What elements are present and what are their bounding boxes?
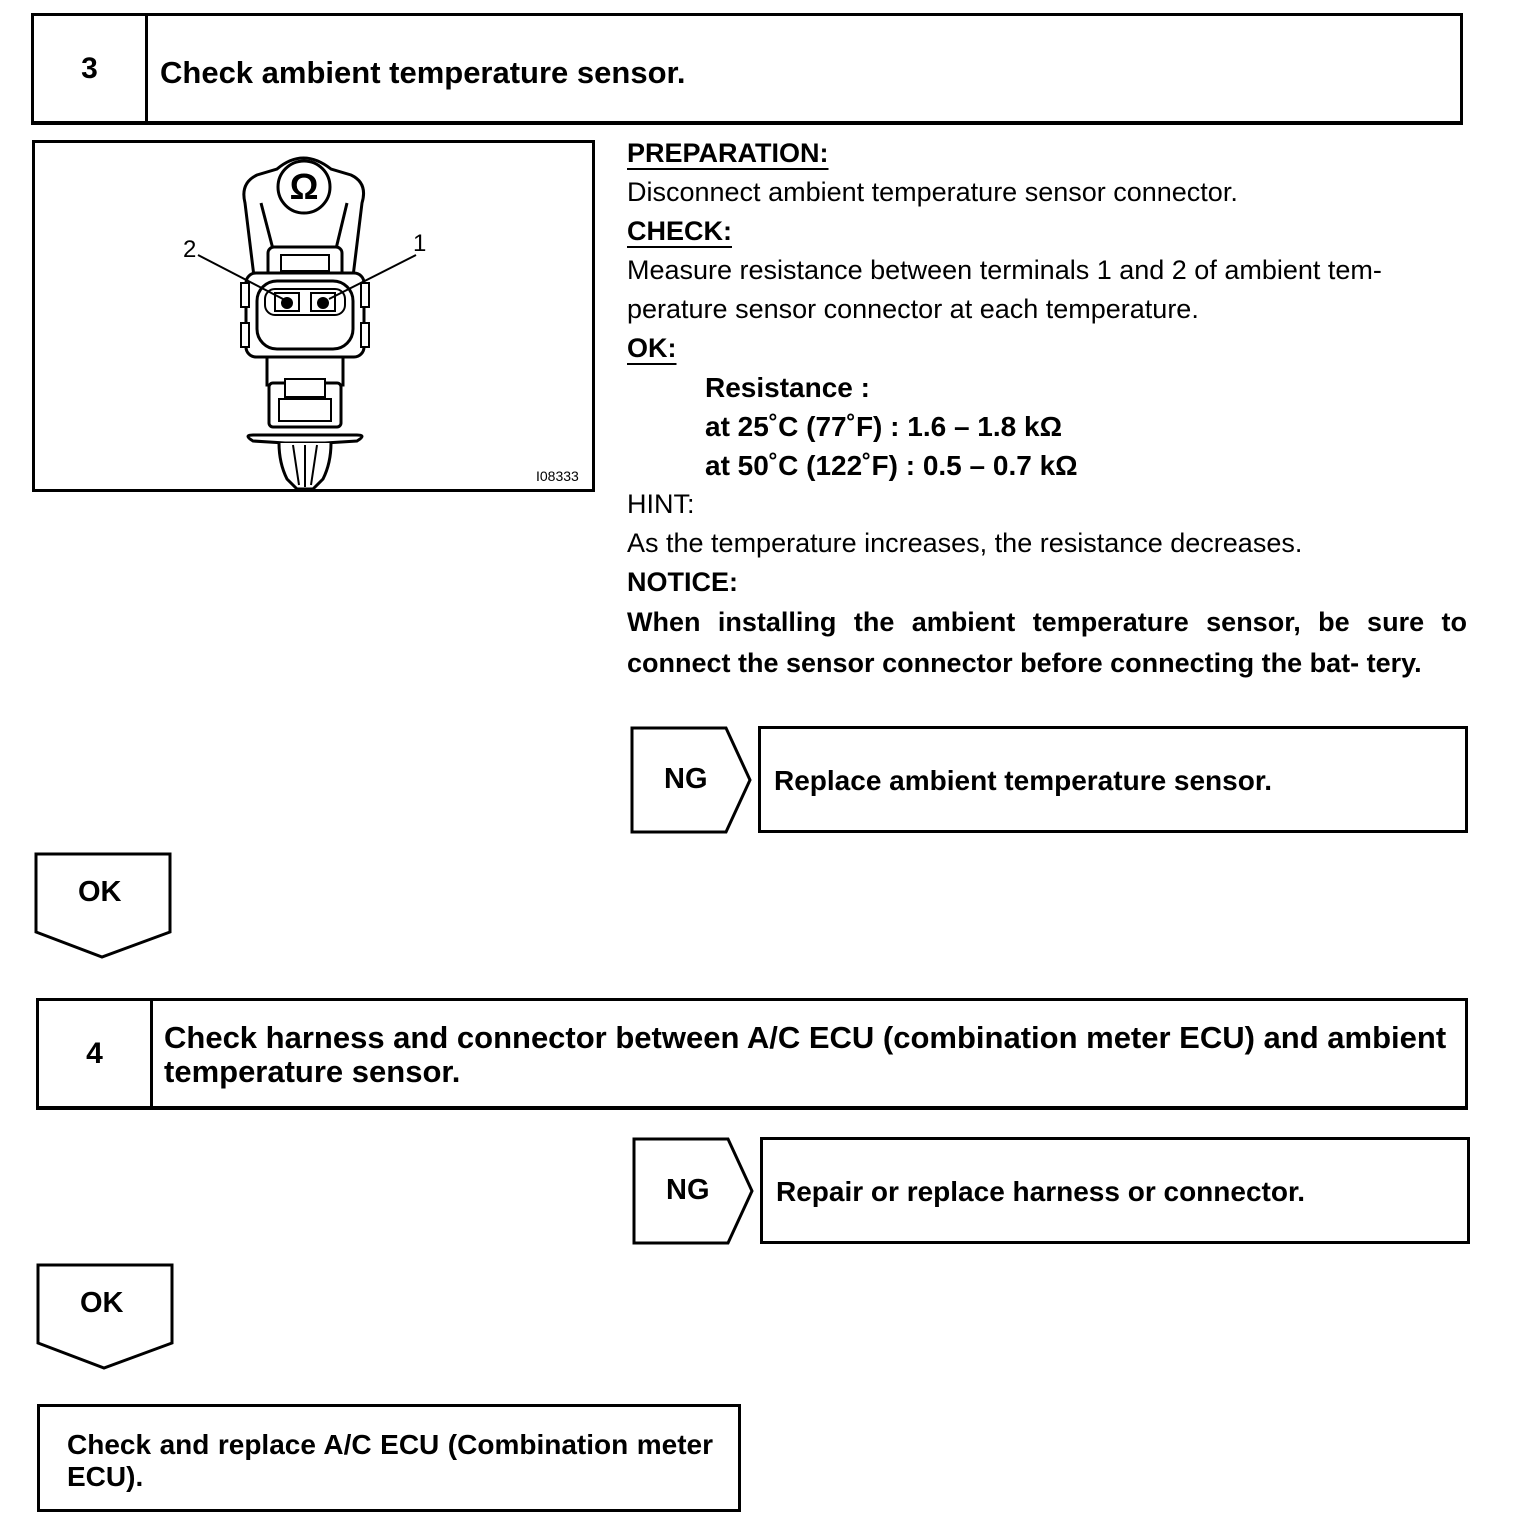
final-action-box — [37, 1404, 741, 1512]
final-action-text: Check and replace A/C ECU (Combination meter ECU). — [67, 1429, 713, 1492]
ok-label-2: OK — [80, 1287, 124, 1319]
terminal-1-label: 1 — [413, 230, 427, 257]
check-text-line-1: Measure resistance between terminals 1 and 2 of ambient tem- — [627, 255, 1382, 285]
ok-label-1: OK — [78, 876, 122, 908]
resistance-at-25c: at 25˚C (77˚F) : 1.6 – 1.8 kΩ — [705, 411, 1063, 442]
ok-branch-1 — [34, 852, 174, 960]
step-3-number-cell — [34, 16, 148, 121]
notice-heading: NOTICE: — [627, 567, 738, 597]
ohm-symbol: Ω — [289, 166, 319, 207]
ng-action-2: Repair or replace harness or connector. — [776, 1176, 1306, 1207]
connector-illustration — [35, 143, 592, 489]
figure-id: I08333 — [536, 468, 579, 484]
ok-branch-2 — [36, 1263, 176, 1371]
step-3-number: 3 — [81, 51, 98, 85]
ng-action-box-1 — [758, 726, 1468, 833]
terminal-2-label: 2 — [183, 236, 197, 263]
ng-label-1: NG — [664, 763, 708, 795]
resistance-label: Resistance : — [705, 372, 870, 403]
hint-text: As the temperature increases, the resistance decreases. — [627, 528, 1303, 558]
preparation-heading: PREPARATION: — [627, 138, 829, 168]
ng-action-box-2 — [760, 1137, 1470, 1244]
notice-text: When installing the ambient temperature sensor, be sure to connect the sensor connector before connecting the bat- tery. — [627, 607, 1467, 678]
check-text-line-2: perature sensor connector at each temperature. — [627, 294, 1199, 324]
ng-action-1: Replace ambient temperature sensor. — [774, 765, 1272, 796]
preparation-text: Disconnect ambient temperature sensor connector. — [627, 177, 1238, 207]
step-4-title: Check harness and connector between A/C ECU (combination meter ECU) and ambient temperature sensor. — [164, 1020, 1447, 1089]
ng-branch-2 — [632, 1136, 1472, 1246]
sensor-connector-figure — [32, 140, 595, 492]
ng-branch-1 — [630, 725, 1470, 835]
ng-label-2: NG — [666, 1174, 710, 1206]
ohmmeter-icon — [278, 161, 330, 213]
step-3-header — [31, 13, 1463, 125]
step-4-number: 4 — [86, 1036, 103, 1070]
step-4-number-cell — [39, 1001, 153, 1106]
ok-heading: OK: — [627, 333, 677, 363]
step-4-header — [36, 998, 1468, 1110]
procedure-text — [627, 134, 1469, 684]
check-heading: CHECK: — [627, 216, 732, 246]
resistance-at-50c: at 50˚C (122˚F) : 0.5 – 0.7 kΩ — [705, 450, 1078, 481]
hint-heading: HINT: — [627, 489, 695, 519]
step-3-title: Check ambient temperature sensor. — [160, 55, 686, 90]
